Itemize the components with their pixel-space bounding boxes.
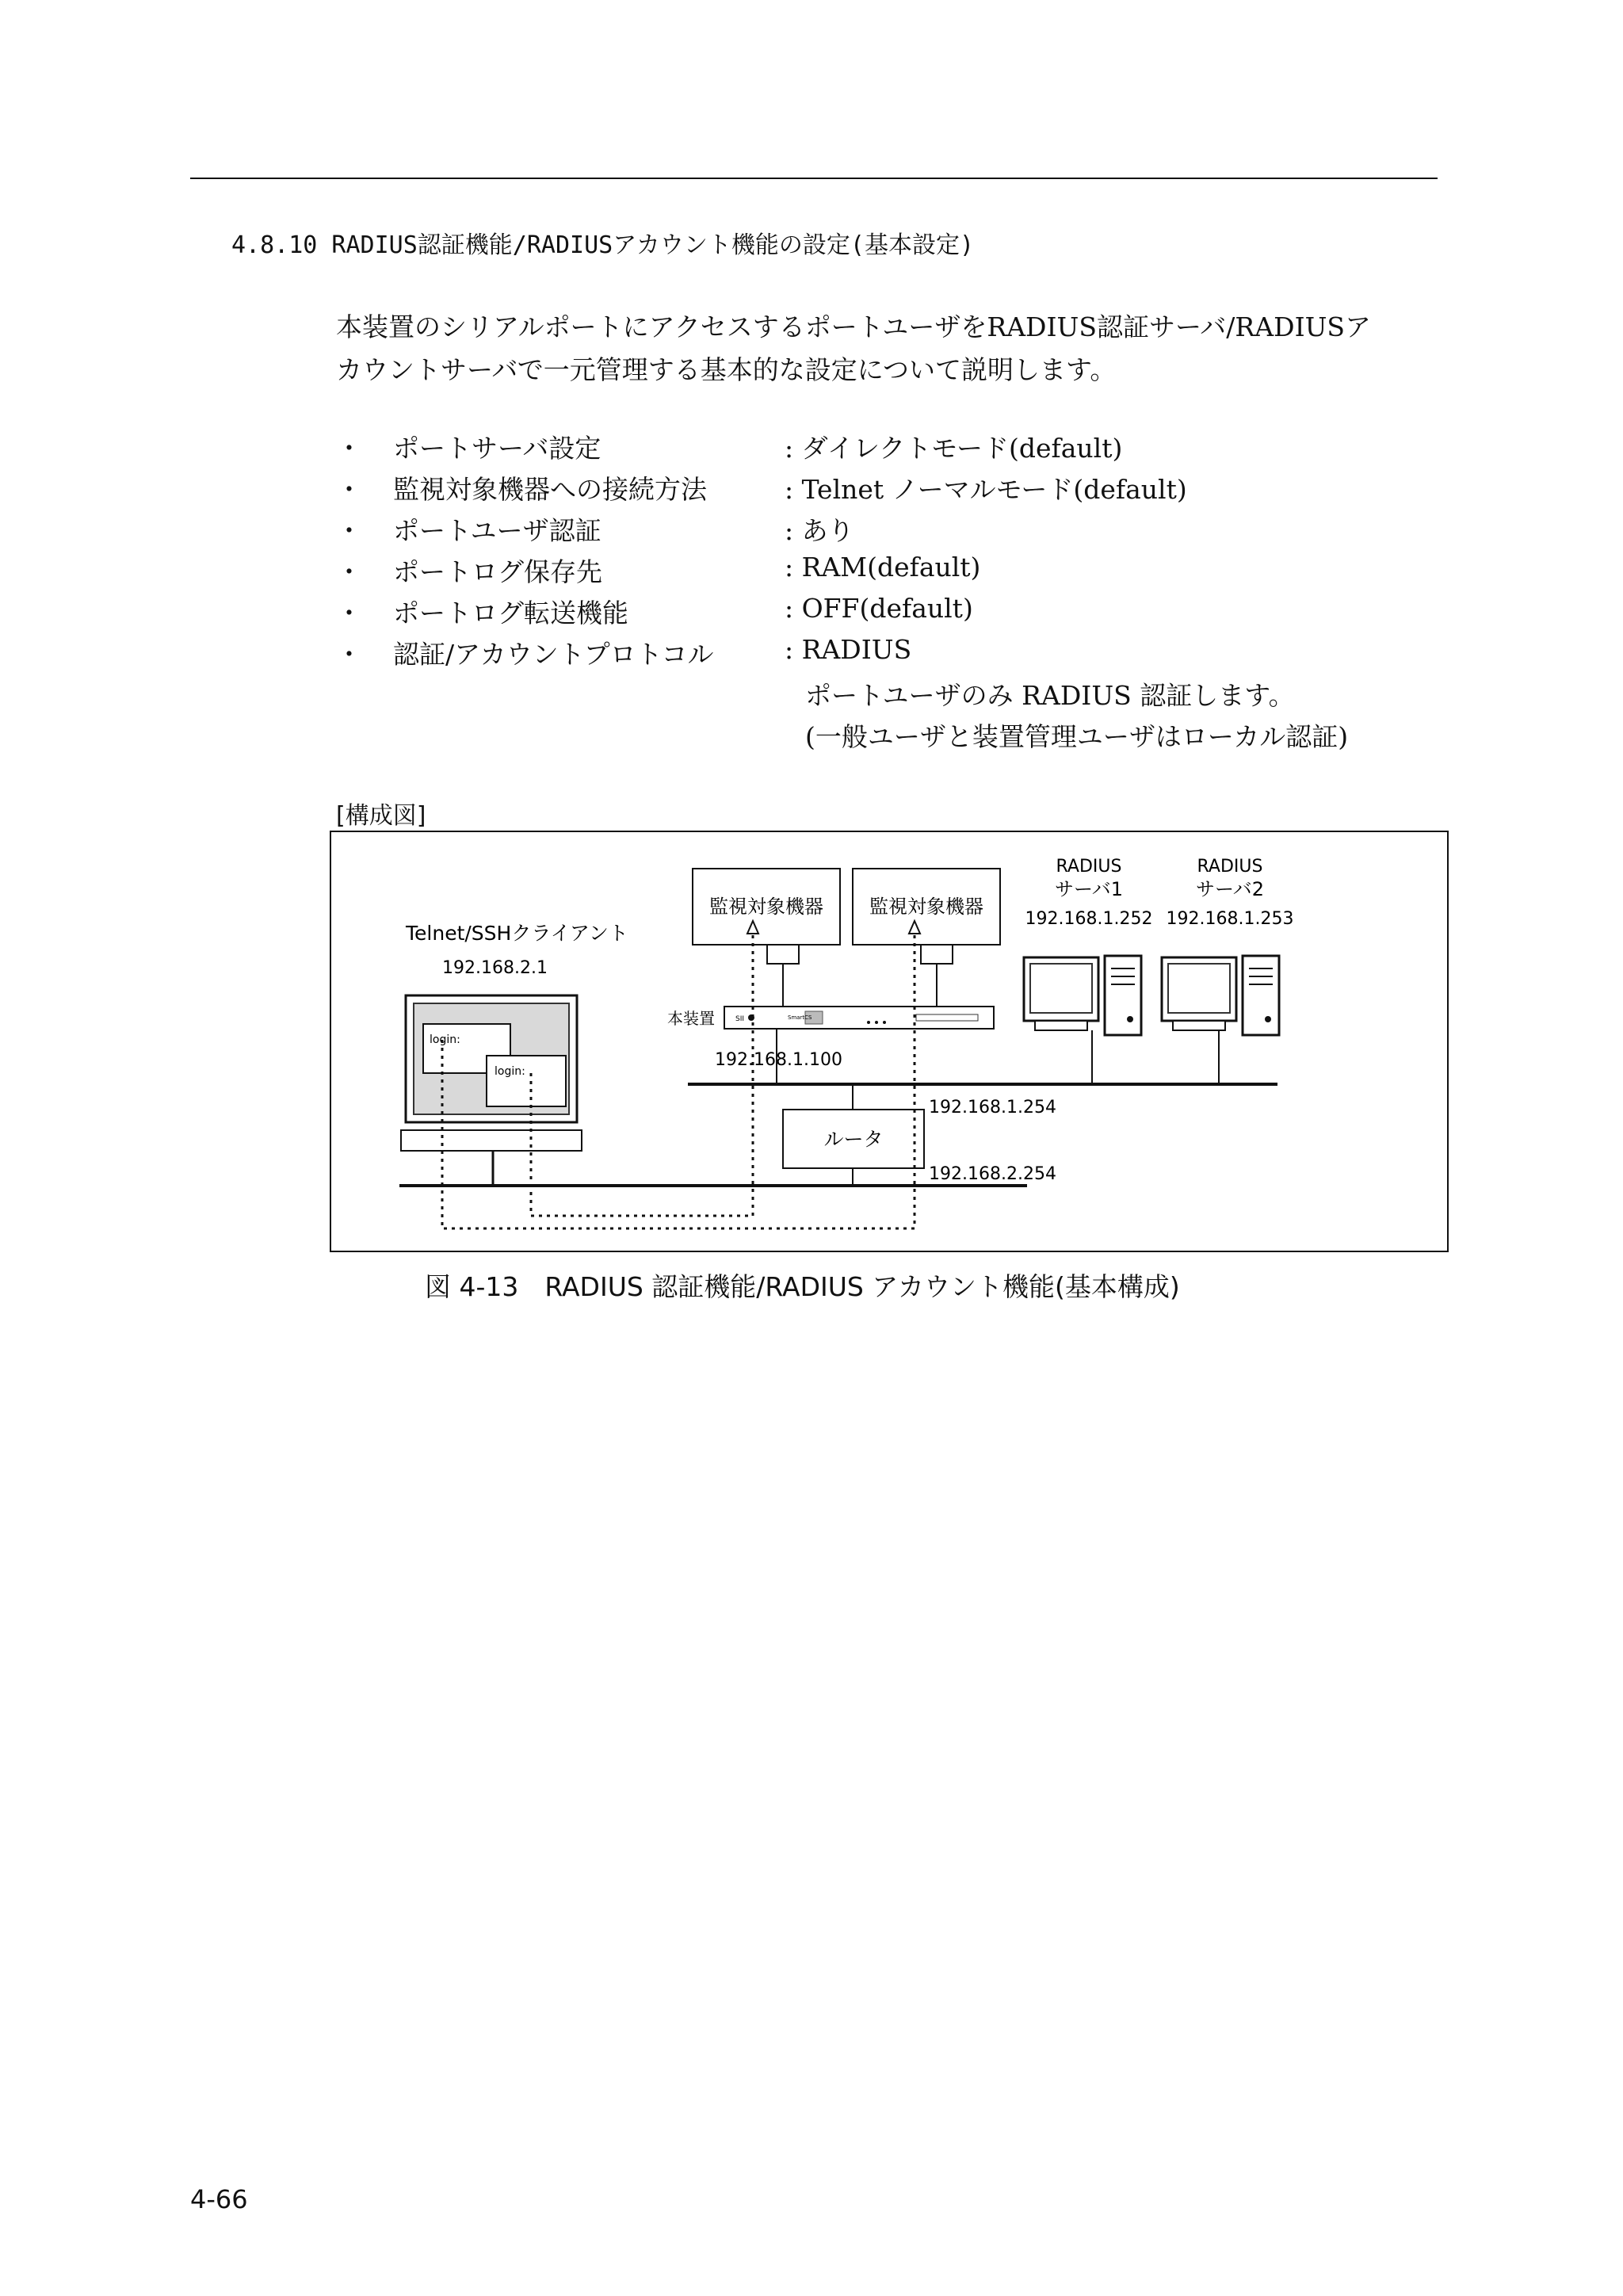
radius-server-2-ip: 192.168.1.253 — [1166, 909, 1294, 929]
settings-list — [336, 428, 1445, 758]
setting-label: ポートログ保存先 — [393, 556, 602, 587]
device-model: SmartCS — [788, 1014, 812, 1021]
login-text-2: login: — [495, 1065, 525, 1078]
setting-label: ポートログ転送機能 — [393, 598, 628, 628]
serial-adapter-2 — [921, 945, 953, 964]
setting-value: : ダイレクトモード(default) — [785, 433, 1123, 464]
router-ip-lan1: 192.168.1.254 — [929, 1098, 1056, 1117]
setting-label: ポートユーザ認証 — [393, 515, 601, 546]
setting-label: 認証/アカウントプロトコル — [393, 639, 714, 670]
client-title: Telnet/SSHクライアント — [406, 922, 628, 945]
bullet-mark: ・ — [336, 474, 362, 505]
radius-server-1-label: サーバ1 — [1054, 878, 1124, 900]
note-line-1: ポートユーザのみ RADIUS 認証します。 — [805, 680, 1295, 711]
setting-label: ポートサーバ設定 — [393, 433, 601, 464]
device-label: 本装置 — [667, 1009, 715, 1028]
setting-label: 監視対象機器への接続方法 — [393, 474, 707, 505]
device-ip: 192.168.1.100 — [715, 1050, 842, 1070]
note-line-2: (一般ユーザと装置管理ユーザはローカル認証) — [805, 721, 1349, 752]
setting-value: : あり — [785, 515, 854, 546]
login-text-1: login: — [430, 1033, 460, 1046]
intro-paragraph — [336, 306, 1445, 392]
list-item — [336, 634, 1445, 675]
intro-line-1: 本装置のシリアルポートにアクセスするポートユーザをRADIUS認証サーバ/RADIUSア — [336, 311, 1372, 342]
radius-server-2-label: サーバ2 — [1195, 878, 1265, 900]
section-heading: 4.8.10 RADIUS認証機能/RADIUSアカウント機能の設定(基本設定) — [231, 231, 975, 259]
top-rule — [190, 178, 1438, 179]
bullet-mark: ・ — [336, 433, 362, 464]
bullet-mark: ・ — [336, 639, 362, 670]
setting-value: : Telnet ノーマルモード(default) — [785, 474, 1187, 505]
setting-value: : OFF(default) — [785, 593, 973, 624]
setting-value: : RADIUS — [785, 634, 912, 665]
figure-caption: 図 4-13 RADIUS 認証機能/RADIUS アカウント機能(基本構成) — [425, 1271, 1180, 1302]
router-label: ルータ — [823, 1128, 884, 1151]
setting-value: : RAM(default) — [785, 552, 981, 583]
device-brand: SII — [735, 1015, 745, 1023]
monitored-device-1-label: 監視対象機器 — [709, 896, 823, 918]
radius-server-2-name: RADIUS — [1197, 857, 1263, 877]
bullet-mark: ・ — [336, 515, 362, 546]
network-diagram — [330, 831, 1449, 1252]
login-window-2 — [487, 1056, 566, 1106]
intro-line-2: カウントサーバで一元管理する基本的な設定について説明します。 — [336, 354, 1117, 385]
list-item — [336, 593, 1445, 634]
monitored-device-2-label: 監視対象機器 — [869, 896, 983, 918]
bullet-mark: ・ — [336, 556, 362, 587]
page-number: 4-66 — [190, 2184, 248, 2214]
list-item — [336, 510, 1445, 552]
diagram-label: [構成図] — [336, 802, 426, 830]
radius-server-1-ip: 192.168.1.252 — [1025, 909, 1153, 929]
serial-adapter-1 — [767, 945, 799, 964]
list-item — [336, 469, 1445, 510]
bullet-mark: ・ — [336, 598, 362, 628]
router-ip-lan2: 192.168.2.254 — [929, 1164, 1056, 1184]
client-ip: 192.168.2.1 — [442, 958, 548, 978]
list-item — [336, 428, 1445, 469]
radius-server-1-name: RADIUS — [1056, 857, 1122, 877]
list-item — [336, 552, 1445, 593]
console-server-device — [724, 1007, 994, 1029]
